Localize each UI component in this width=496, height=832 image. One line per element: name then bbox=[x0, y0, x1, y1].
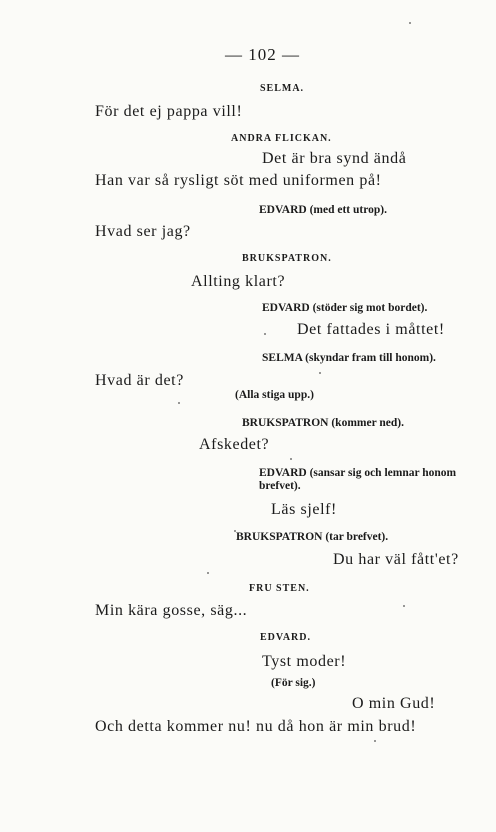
speaker-direction: EDVARD (sansar sig och lemnar honom brefvet). bbox=[259, 467, 457, 493]
speaker-name: BRUKSPATRON. bbox=[242, 253, 332, 264]
dialogue-line: Tyst moder! bbox=[262, 653, 347, 670]
dialogue-line: Det fattades i måttet! bbox=[297, 321, 445, 338]
stage-direction: (För sig.) bbox=[271, 677, 316, 689]
print-speck bbox=[234, 530, 236, 532]
dialogue-line: Min kära gosse, säg... bbox=[95, 602, 248, 619]
speaker-direction: BRUKSPATRON (tar brefvet). bbox=[236, 531, 389, 543]
speaker-direction: SELMA (skyndar fram till honom). bbox=[262, 352, 436, 364]
print-speck bbox=[374, 740, 376, 742]
speaker-name: EDVARD. bbox=[260, 632, 311, 643]
print-speck bbox=[319, 372, 321, 374]
dialogue-line: Det är bra synd ändå bbox=[262, 150, 407, 167]
print-speck bbox=[409, 22, 411, 24]
print-speck bbox=[207, 572, 209, 574]
print-speck bbox=[403, 605, 405, 607]
speaker-direction: BRUKSPATRON (kommer ned). bbox=[242, 417, 404, 429]
page-number: — 102 — bbox=[225, 45, 300, 64]
dialogue-line: Du har väl fått'et? bbox=[333, 551, 459, 568]
dialogue-line: Och detta kommer nu! nu då hon är min brud! bbox=[95, 718, 417, 735]
speaker-direction: EDVARD (stöder sig mot bordet). bbox=[262, 302, 428, 314]
speaker-name: ANDRA FLICKAN. bbox=[231, 133, 332, 144]
dialogue-line: O min Gud! bbox=[352, 695, 436, 712]
print-speck bbox=[290, 458, 292, 460]
speaker-name: FRU STEN. bbox=[249, 583, 310, 594]
print-speck bbox=[178, 402, 180, 404]
dialogue-line: Allting klart? bbox=[191, 273, 286, 290]
dialogue-line: Afskedet? bbox=[199, 436, 270, 453]
dialogue-line: Hvad ser jag? bbox=[95, 223, 191, 240]
speaker-name: SELMA. bbox=[260, 83, 305, 94]
dialogue-line: Hvad är det? bbox=[95, 372, 184, 389]
dialogue-line: Läs sjelf! bbox=[271, 501, 337, 518]
dialogue-line: För det ej pappa vill! bbox=[95, 103, 243, 120]
dialogue-line: Han var så rysligt söt med uniformen på! bbox=[95, 172, 382, 189]
print-speck bbox=[264, 333, 266, 335]
stage-direction: (Alla stiga upp.) bbox=[235, 389, 314, 401]
speaker-direction: EDVARD (med ett utrop). bbox=[259, 204, 387, 216]
